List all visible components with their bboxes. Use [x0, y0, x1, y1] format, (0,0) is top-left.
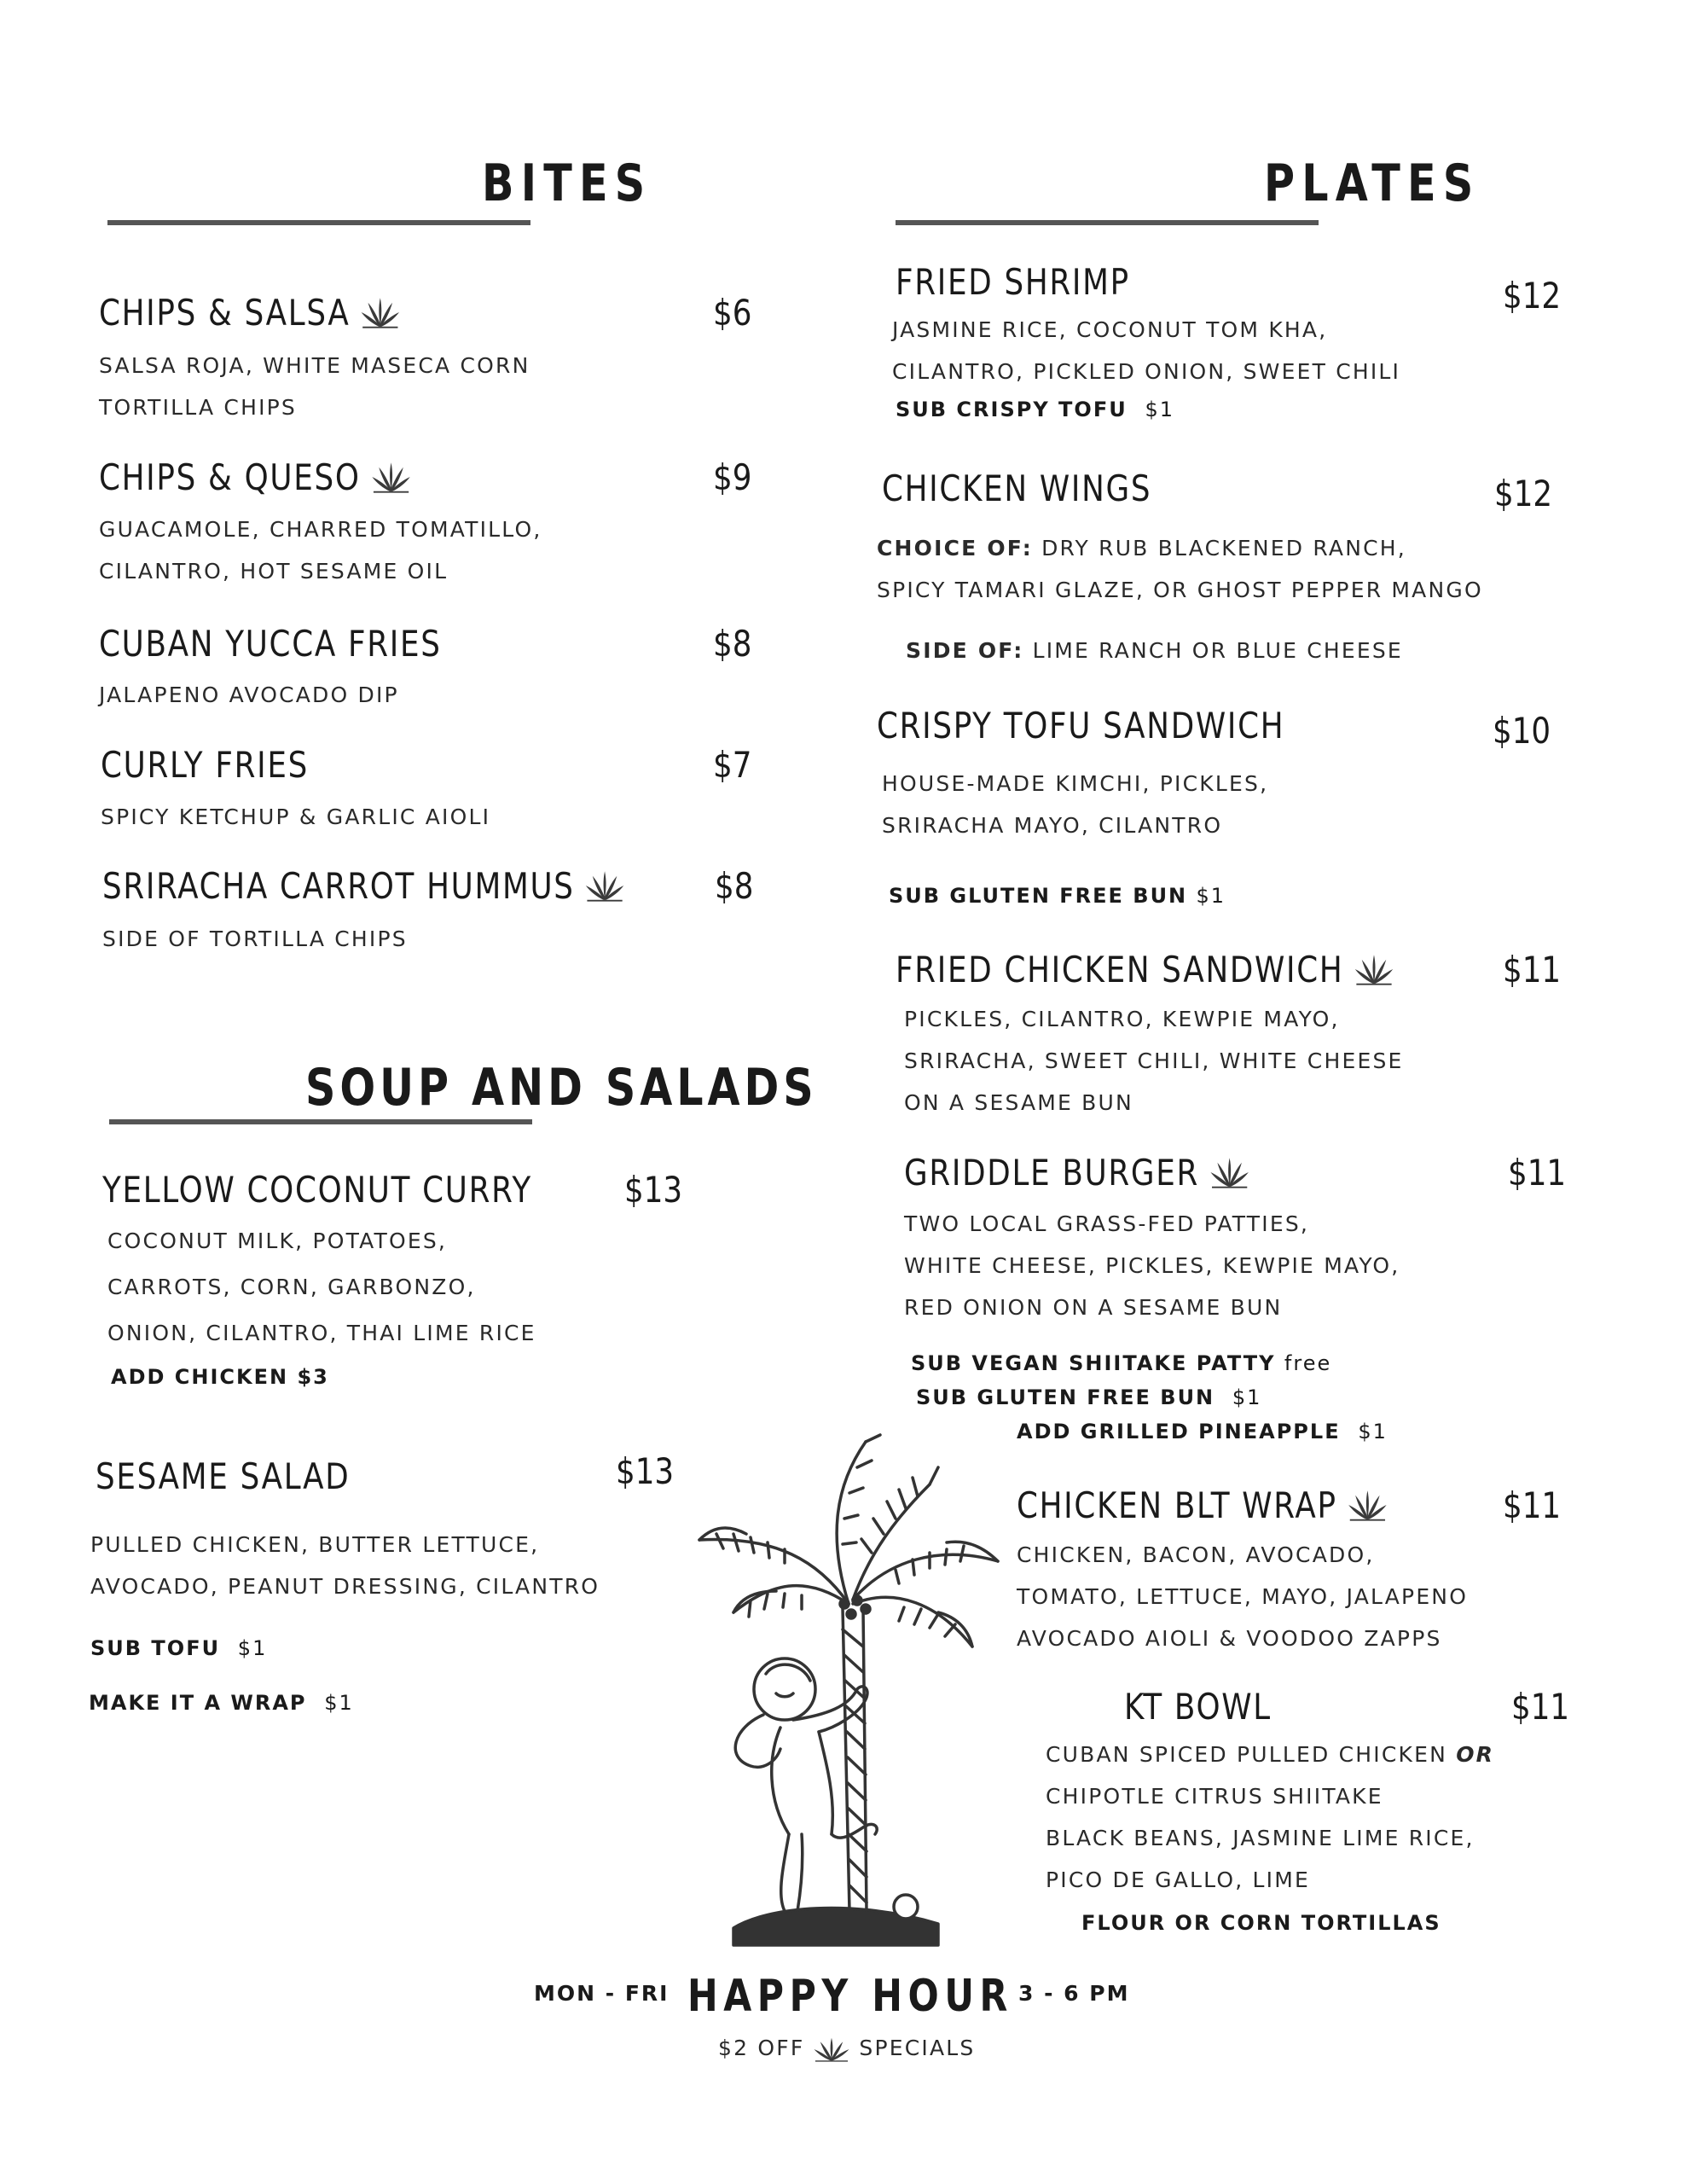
palm-tree-cherub-illustration	[682, 1433, 1015, 1962]
soups-title: SOUP AND SALADS	[305, 1058, 818, 1118]
menu-item-price: $11	[1503, 949, 1562, 990]
menu-note: MAKE IT A WRAP $1	[89, 1691, 354, 1715]
menu-note: SUB GLUTEN FREE BUN $1	[889, 884, 1226, 908]
menu-item-price: $8	[713, 623, 752, 665]
menu-note: SUB GLUTEN FREE BUN $1	[916, 1385, 1262, 1409]
menu-item-name: GRIDDLE BURGER	[904, 1152, 1250, 1194]
menu-item-name: SRIRACHA CARROT HUMMUS	[102, 865, 625, 907]
menu-item-name: CHICKEN BLT WRAP	[1017, 1484, 1388, 1526]
menu-item-name: CHICKEN WINGS	[882, 468, 1152, 509]
menu-item-name: SESAME SALAD	[96, 1455, 351, 1497]
menu-item-price: $11	[1503, 1484, 1562, 1526]
bites-title: BITES	[482, 154, 652, 213]
menu-note: SUB CRISPY TOFU $1	[896, 398, 1174, 421]
menu-item-name: CHIPS & QUESO	[99, 456, 411, 498]
menu-item-name: YELLOW COCONUT CURRY	[102, 1169, 532, 1211]
menu-item-price: $8	[715, 865, 754, 907]
menu-item-name: CHIPS & SALSA	[99, 292, 401, 334]
menu-note: SUB TOFU $1	[90, 1636, 268, 1660]
soups-rule	[109, 1119, 532, 1124]
menu-item-desc: SALSA ROJA, WHITE MASECA CORN TORTILLA CHIPS	[99, 353, 530, 420]
menu-item-price: $11	[1511, 1686, 1570, 1728]
menu-note: SUB VEGAN SHIITAKE PATTY free	[911, 1351, 1332, 1375]
menu-item-price: $7	[713, 744, 752, 786]
menu-item-desc: GUACAMOLE, CHARRED TOMATILLO, CILANTRO, HOT SESAME OIL	[99, 517, 542, 584]
plates-rule	[896, 220, 1319, 225]
happy-hour-title: HAPPY HOUR	[687, 1971, 1013, 2022]
menu-item-name: KT BOWL	[1124, 1686, 1272, 1728]
menu-item-name: CRISPY TOFU SANDWICH	[877, 705, 1285, 746]
happy-hour-subtitle: $2 OFF SPECIALS	[718, 2036, 976, 2060]
agave-icon	[371, 461, 412, 493]
menu-item-price: $13	[624, 1169, 683, 1211]
menu-item-desc: PICKLES, CILANTRO, KEWPIE MAYO, SRIRACHA, SWEET CHILI, WHITE CHEESE ON A SESAME BUN	[904, 1007, 1404, 1115]
menu-note: FLOUR OR CORN TORTILLAS	[1081, 1911, 1441, 1935]
menu-note: ADD CHICKEN $3	[111, 1365, 329, 1389]
menu-item-price: $13	[616, 1450, 675, 1492]
menu-item-name: FRIED CHICKEN SANDWICH	[896, 949, 1394, 990]
menu-item-price: $6	[713, 292, 752, 334]
agave-icon	[585, 869, 626, 902]
menu-item-desc: COCONUT MILK, POTATOES, CARROTS, CORN, GARBONZO, ONION, CILANTRO, THAI LIME RICE	[107, 1228, 536, 1345]
menu-item-desc: HOUSE-MADE KIMCHI, PICKLES, SRIRACHA MAYO, CILANTRO	[882, 771, 1269, 838]
menu-item-name: FRIED SHRIMP	[896, 261, 1130, 303]
menu-item-price: $9	[713, 456, 752, 498]
agave-icon	[813, 2036, 850, 2062]
menu-item-side: SIDE OF: LIME RANCH OR BLUE CHEESE	[906, 638, 1403, 663]
menu-item-name: CUBAN YUCCA FRIES	[99, 623, 442, 665]
menu-item-price: $12	[1494, 473, 1553, 514]
menu-item-price: $12	[1503, 275, 1562, 317]
menu-item-desc: TWO LOCAL GRASS-FED PATTIES, WHITE CHEESE, PICKLES, KEWPIE MAYO, RED ONION ON A SESAME BUN	[904, 1211, 1400, 1320]
menu-item-price: $10	[1493, 710, 1551, 752]
menu-item-desc: PULLED CHICKEN, BUTTER LETTUCE, AVOCADO, PEANUT DRESSING, CILANTRO	[90, 1532, 600, 1599]
menu-item-desc: SPICY KETCHUP & GARLIC AIOLI	[101, 804, 491, 829]
menu-note: ADD GRILLED PINEAPPLE $1	[1017, 1420, 1388, 1443]
menu-item-name: CURLY FRIES	[101, 744, 309, 786]
agave-icon	[1209, 1156, 1250, 1188]
plates-title: PLATES	[1264, 154, 1481, 213]
menu-item-price: $11	[1508, 1152, 1567, 1194]
happy-hour-time: 3 - 6 PM	[1018, 1981, 1130, 2006]
menu-item-desc: CUBAN SPICED PULLED CHICKEN OR CHIPOTLE CITRUS SHIITAKE BLACK BEANS, JASMINE LIME RICE, PICO DE GALLO, LIME	[1046, 1742, 1495, 1892]
agave-icon	[1354, 953, 1394, 985]
happy-hour-days: MON - FRI	[534, 1981, 670, 2006]
menu-item-desc: CHOICE OF: DRY RUB BLACKENED RANCH, SPICY TAMARI GLAZE, OR GHOST PEPPER MANGO	[877, 536, 1483, 602]
menu-item-desc: CHICKEN, BACON, AVOCADO, TOMATO, LETTUCE, MAYO, JALAPENO AVOCADO AIOLI & VOODOO ZAPPS	[1017, 1542, 1469, 1651]
agave-icon	[360, 296, 401, 328]
agave-icon	[1348, 1489, 1388, 1521]
menu-item-desc: SIDE OF TORTILLA CHIPS	[102, 926, 408, 951]
menu-item-desc: JASMINE RICE, COCONUT TOM KHA, CILANTRO, PICKLED ONION, SWEET CHILI	[892, 317, 1401, 384]
menu-item-desc: JALAPENO AVOCADO DIP	[99, 682, 399, 707]
bites-rule	[107, 220, 530, 225]
